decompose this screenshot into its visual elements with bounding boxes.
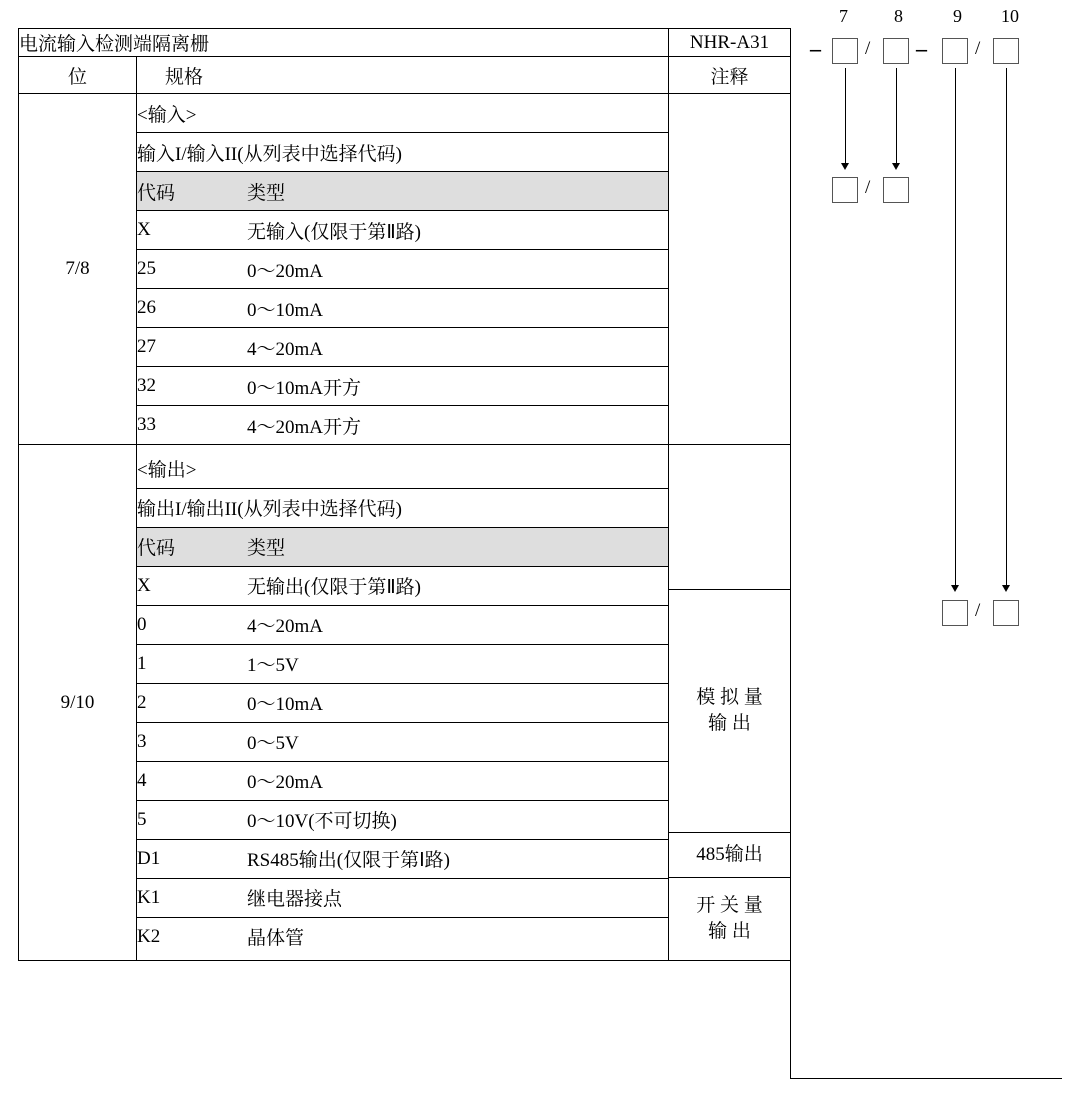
input-type: 4～20mA [247,328,668,367]
output-code: 4 [137,761,247,800]
table-section-input [19,94,791,445]
input-heading-row [137,94,668,133]
input-code-table [137,94,668,444]
table-title-row [19,29,791,57]
note-analog [669,590,790,833]
output-heading: <输出> [137,450,668,489]
arrow-line-8 [896,68,897,166]
code-dash-middle: – [916,36,927,61]
table-row [137,328,668,367]
output-code: X [137,566,247,605]
document-title: 电流输入检测端隔离栅 [19,29,669,57]
header-position: 位 [19,57,137,94]
section-body-input [137,94,669,445]
code-position-number-9: 9 [953,6,962,26]
document-model: NHR-A31 [669,29,791,57]
note-rs485-row [669,833,790,878]
arrow-head-10 [1002,585,1010,592]
output-type-header: 类型 [247,527,668,566]
output-code-table [137,450,668,956]
input-target-box-2[interactable] [883,177,909,203]
table-row [137,211,668,250]
output-note-table [669,445,790,960]
input-code: 25 [137,250,247,289]
section-position-input: 7/8 [19,94,137,445]
note-blank [669,445,790,590]
input-type: 无输入(仅限于第Ⅱ路) [247,211,668,250]
input-type: 4～20mA开方 [247,416,362,438]
output-heading-row [137,450,668,489]
output-code-header-row [137,527,668,566]
output-type: 0～10V(不可切换) [247,800,668,839]
input-target-slash: / [865,177,871,198]
section-position-output: 9/10 [19,445,137,961]
output-target-box-2[interactable] [993,600,1019,626]
section-body-output [137,445,669,961]
input-code-header-row [137,172,668,211]
code-position-number-10: 10 [1001,6,1019,26]
header-note: 注释 [669,57,791,94]
output-subheading-row [137,488,668,527]
model-code-diagram [790,0,1080,1096]
table-row [137,566,668,605]
output-code: 3 [137,722,247,761]
table-row [137,683,668,722]
note-switch-line2: 输 出 [708,921,751,942]
note-rs485: 485输出 [669,833,790,878]
table-row [137,250,668,289]
output-code: 0 [137,605,247,644]
table-row [137,722,668,761]
table-row [137,761,668,800]
table-header-row [19,57,791,94]
code-box-9[interactable] [942,38,968,64]
output-subheading: 输出I/输出II(从列表中选择代码) [137,488,668,527]
table-row [137,800,668,839]
code-box-7[interactable] [832,38,858,64]
input-code-header: 代码 [137,172,247,211]
output-code: 5 [137,800,247,839]
note-switch-line1: 开 关 量 [696,895,763,917]
output-type: 继电器接点 [247,878,668,917]
output-code: 2 [137,683,247,722]
arrow-head-8 [892,163,900,170]
input-code: X [137,211,247,250]
code-box-8[interactable] [883,38,909,64]
code-dash-left: – [810,36,821,61]
output-note-cell [669,445,791,961]
table-row [137,289,668,328]
output-type: 0～5V [247,722,668,761]
code-slash-2: / [975,38,981,59]
input-code: 26 [137,289,247,328]
input-type-header: 类型 [247,172,668,211]
input-code: 33 [137,414,156,435]
table-row [137,839,668,878]
input-code: 27 [137,328,247,367]
code-position-number-7: 7 [839,6,848,26]
note-analog-line2: 输 出 [708,713,751,734]
table-row [137,644,668,683]
input-note-cell [669,94,791,445]
note-analog-row [669,590,790,833]
input-heading: <输入> [137,94,668,133]
input-subheading: 输入I/输入II(从列表中选择代码) [137,133,668,172]
output-type: 1～5V [247,644,668,683]
output-target-slash: / [975,600,981,621]
table-row [137,917,668,956]
output-code: K1 [137,878,247,917]
note-analog-line1: 模 拟 量 [696,687,763,709]
arrow-head-7 [841,163,849,170]
input-subheading-row [137,133,668,172]
code-position-number-8: 8 [894,6,903,26]
output-type: 4～20mA [247,605,668,644]
note-switch [669,878,790,961]
table-row [137,367,668,406]
table-row [137,878,668,917]
output-type: 晶体管 [247,928,305,949]
input-code: 32 [137,367,247,406]
input-type: 0～10mA开方 [247,367,668,406]
output-type: 无输出(仅限于第Ⅱ路) [247,566,668,605]
arrow-line-10 [1006,68,1007,588]
output-target-box-1[interactable] [942,600,968,626]
code-box-10[interactable] [993,38,1019,64]
arrow-line-7 [845,68,846,166]
output-type: RS485输出(仅限于第Ⅰ路) [247,839,668,878]
table-row [137,605,668,644]
note-blank-row [669,445,790,590]
table-row [137,406,668,445]
input-target-box-1[interactable] [832,177,858,203]
table-section-output [19,445,791,961]
output-code: D1 [137,839,247,878]
output-type: 0～10mA [247,683,668,722]
output-type: 0～20mA [247,761,668,800]
code-slash-1: / [865,38,871,59]
arrow-line-9 [955,68,956,588]
input-type: 0～20mA [247,250,668,289]
input-type: 0～10mA [247,289,668,328]
note-switch-row [669,878,790,961]
output-code: K2 [137,925,161,947]
arrow-head-9 [951,585,959,592]
specification-table [18,28,791,961]
header-spec: 规格 [137,57,669,94]
output-code-header: 代码 [137,527,247,566]
output-code: 1 [137,644,247,683]
